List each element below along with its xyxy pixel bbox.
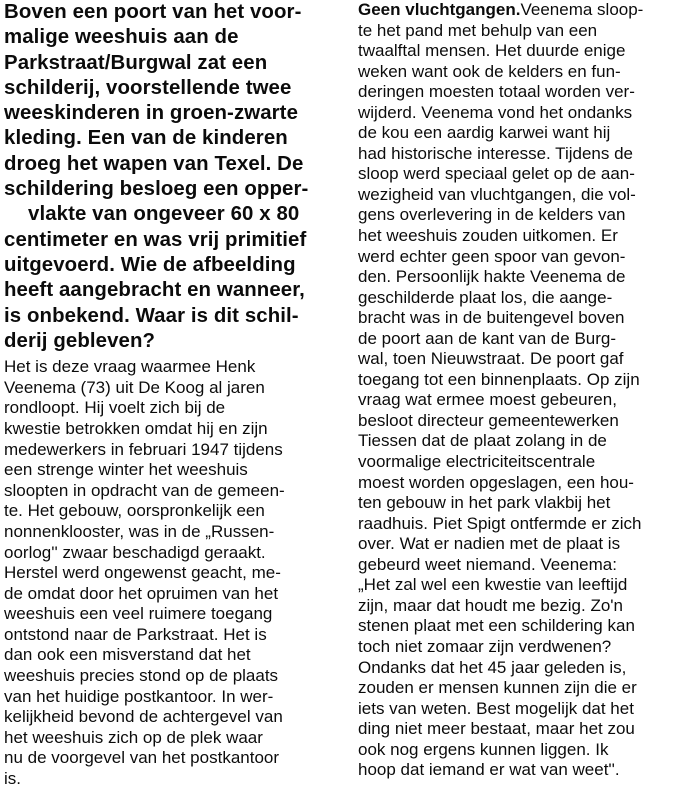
body-line: sloopten in opdracht van de gemeen-: [4, 480, 285, 500]
body-line: iets van weten. Best mogelijk dat het: [358, 698, 634, 718]
lede-line: heeft aangebracht en wanneer,: [4, 279, 305, 302]
body-line: vraag wat ermee moest gebeuren,: [358, 390, 617, 410]
left-body-paragraph: [4, 357, 350, 789]
body-line-fragment: Veenema sloop-: [520, 0, 644, 19]
body-line: voormalige electriciteitscentrale: [358, 452, 596, 472]
body-line: weeshuis een veel ruimere toegang: [4, 604, 273, 624]
left-column: [4, 0, 350, 790]
body-line: toegang tot een binnenplaats. Op zijn: [358, 369, 640, 389]
body-line: van het huidige postkantoor. In wer-: [4, 686, 274, 706]
body-line: „Het zal wel een kwestie van leeftijd: [358, 575, 628, 595]
lede-line: is onbekend. Waar is dit schil-: [4, 304, 299, 327]
body-line: medewerkers in februari 1947 tijdens: [4, 439, 283, 459]
lede-line: weeskinderen in groen-zwarte: [4, 102, 299, 125]
body-line: te. Het gebouw, oorspronkelijk een: [4, 501, 265, 521]
body-line: over. Wat er nadien met de plaat is: [358, 534, 621, 554]
right-body-paragraph: [358, 0, 696, 781]
lede-line: Parkstraat/Burgwal zat een: [4, 51, 268, 74]
lede-line: centimeter en was vrij primitief: [4, 228, 307, 251]
body-line: zijn, maar dat houdt me bezig. Zo'n: [358, 595, 623, 615]
body-line: twaalftal mensen. Het duurde enige: [358, 41, 626, 61]
body-line: ook nog ergens kunnen liggen. Ik: [358, 739, 609, 759]
lede-line: derij gebleven?: [4, 329, 156, 352]
body-line: nonnenklooster, was in de „Russen-: [4, 521, 275, 541]
body-line: rondloopt. Hij voelt zich bij de: [4, 398, 226, 418]
body-line: te het pand met behulp van een: [358, 20, 598, 40]
body-line: zouden er mensen kunnen zijn die er: [358, 678, 637, 698]
body-line: weken want ook de kelders en fun-: [358, 61, 621, 81]
body-line: dan ook een misverstand dat het: [4, 645, 251, 665]
body-line: Herstel werd ongewenst geacht, me-: [4, 563, 281, 583]
body-line: de poort aan de kant van de Burg-: [358, 328, 617, 348]
body-line: oorlog'' zwaar beschadigd geraakt.: [4, 542, 266, 562]
lede-line: Boven een poort van het voor-: [4, 1, 302, 23]
body-line: bracht was in de buitengevel boven: [358, 308, 625, 328]
body-line: is.: [4, 769, 21, 789]
body-line: nu de voorgevel van het postkantoor: [4, 748, 280, 768]
lede-line: uitgevoerd. Wie de afbeelding: [4, 253, 296, 276]
body-line-first: [358, 0, 696, 21]
body-line: Tiessen dat de plaat zolang in de: [358, 431, 607, 451]
body-line: ten gebouw in het park vlakbij het: [358, 493, 611, 513]
body-line: het weeshuis zich op de plek waar: [4, 727, 263, 747]
body-line: wal, toen Nieuwstraat. De poort gaf: [358, 349, 624, 369]
body-line: sloop werd speciaal gelet op de aan-: [358, 164, 635, 184]
body-line: werd echter geen spoor van gevon-: [358, 246, 626, 266]
body-line: wezigheid van vluchtgangen, die vol-: [358, 184, 636, 204]
lede-line: droeg het wapen van Texel. De: [4, 152, 304, 175]
body-line: besloot directeur gemeentewerken: [358, 410, 619, 430]
lede-line: malige weeshuis aan de: [4, 26, 239, 49]
body-line: gens overlevering in de kelders van: [358, 205, 626, 225]
right-column: [358, 0, 696, 781]
body-line: hoop dat iemand er wat van weet''.: [358, 760, 620, 780]
body-line: ontstond naar de Parkstraat. Het is: [4, 624, 267, 644]
body-line: de kou een aardig karwei want hij: [358, 123, 611, 143]
body-line: geschilderde plaat los, die aange-: [358, 287, 613, 307]
section-heading: Geen vluchtgangen.: [358, 0, 521, 19]
lede-paragraph: [4, 0, 350, 354]
lede-line: schilderij, voorstellende twee: [4, 76, 292, 99]
body-line: den. Persoonlijk hakte Veenema de: [358, 267, 626, 287]
body-line: stenen plaat met een schildering kan: [358, 616, 635, 636]
lede-line: kleding. Een van de kinderen: [4, 127, 288, 150]
body-line: ding niet meer bestaat, maar het zou: [358, 719, 635, 739]
body-line: Ondanks dat het 45 jaar geleden is,: [358, 657, 627, 677]
body-line: weeshuis precies stond op de plaats: [4, 666, 279, 686]
body-line: het weeshuis zouden uitkomen. Er: [358, 226, 618, 246]
body-line: Veenema (73) uit De Koog al jaren: [4, 377, 265, 397]
body-line: kelijkheid bevond de achtergevel van: [4, 707, 283, 727]
lede-line: vlakte van ongeveer 60 x 80: [28, 203, 300, 226]
body-line: wijderd. Veenema vond het ondanks: [358, 102, 633, 122]
body-line: gebeurd weet niemand. Veenema:: [358, 554, 617, 574]
body-line: een strenge winter het weeshuis: [4, 460, 248, 480]
body-line: de omdat door het opruimen van het: [4, 583, 279, 603]
body-line: raadhuis. Piet Spigt ontfermde er zich: [358, 513, 642, 533]
lede-line: schildering besloeg een opper-: [4, 178, 309, 201]
body-line: Het is deze vraag waarmee Henk: [4, 357, 256, 377]
body-line: toch niet zomaar zijn verdwenen?: [358, 636, 612, 656]
body-line: had historische interesse. Tijdens de: [358, 143, 633, 163]
body-line: kwestie betrokken omdat hij en zijn: [4, 418, 268, 438]
body-line: deringen moesten totaal worden ver-: [358, 82, 635, 102]
body-line: moest worden opgeslagen, een hou-: [358, 472, 634, 492]
